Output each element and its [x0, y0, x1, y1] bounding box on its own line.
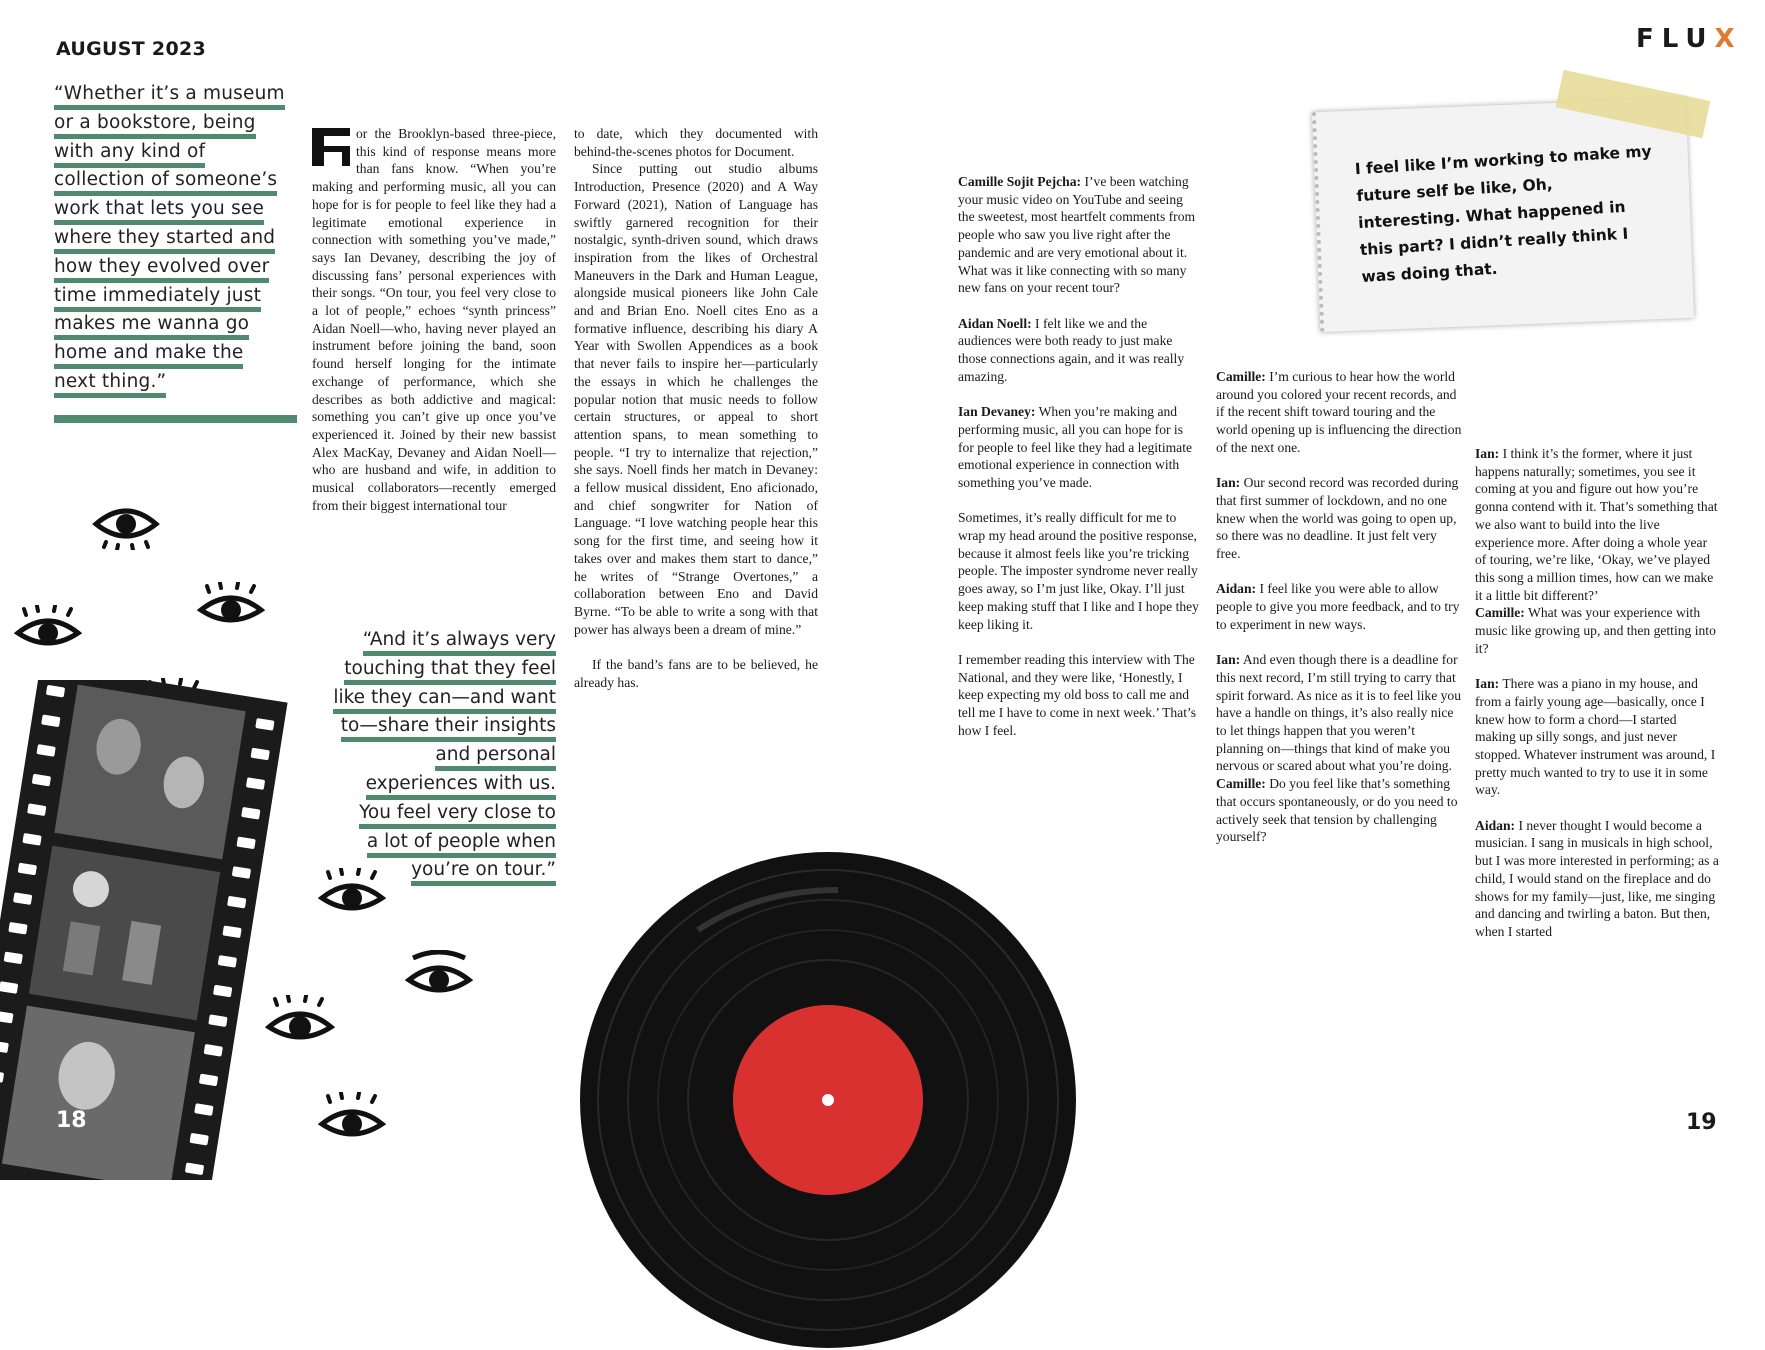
- interview-paragraph: Ian: And even though there is a deadline for this next record, I’m still trying to carry that spirit forward. As nice as it is to feel like you have a handle on things, it’s also really nice to let things happen that you weren’t planning on—things that kind of make you nervous or scared about what you’re doing.: [1216, 652, 1462, 774]
- quote-line: “Whether it’s a museum: [54, 80, 304, 109]
- magazine-logo: [1636, 24, 1743, 54]
- interview-paragraph: Camille: Do you feel like that’s something that occurs spontaneously, or do you need to actively seek that tension by challenging yourself?: [1216, 776, 1458, 845]
- eye-icon: [318, 1092, 386, 1146]
- interview-paragraph: Aidan Noell: I felt like we and the audiences were both ready to just make those connections again, and it was really amazing.: [958, 315, 1185, 384]
- interview-column-1: [958, 173, 1200, 757]
- logo-accent: X: [1714, 24, 1743, 54]
- interview-column-3: [1475, 445, 1719, 958]
- article-column-2: to date, which they documented with behind-the-scenes photos for Document. Since putting out studio albums Introduction, Presence (2020) and A Way Forward (2021), Nation of Language has swiftly garnered recognition for their nostalgic, synth-driven sound, which draws inspiration from the likes of Orchestral Maneuvers in the Dark and Human League, alongside musical pioneers like John Cale and and Brian Eno. Noell cites Eno as a formative influence, describing his diary A Year with Swollen Appendices as a book that never fails to inspire her—particularly the essays in which he challenges the popular notion that music needs to follow certain structures, or appeal to short attention spans, to mean something to people. “I try to internalize that rejection,” she says. Noell finds her match in Devaney: a fellow musical dissident, Eno aficionado, and chief songwriter for Nation of Language. “I love watching people hear this song for the first time, and seeing how it takes over and makes them start to dance,” he writes of “Strange Overtones,” a collaboration between Eno and David Byrne. “To be able to write a song with that power has always been a dream of mine.” If the band’s fans are to be believed, he already has.: [574, 126, 818, 690]
- page-number-right: 19: [1686, 1110, 1717, 1135]
- logo-main: FLU: [1636, 24, 1715, 54]
- quote-line: home and make the: [54, 339, 304, 368]
- interview-paragraph: Ian: Our second record was recorded during that first summer of lockdown, and no one knew when the world was going to open up, so there was no deadline. It just felt very free.: [1216, 475, 1459, 562]
- vinyl-record-image: [578, 850, 1078, 1350]
- eye-icon: [92, 500, 160, 550]
- divider-bar: [54, 415, 297, 423]
- sticky-note-text: I feel like I’m working to make my future self be like, Oh, interesting. What happened in this part? I didn’t really think I was doing that.: [1354, 142, 1653, 287]
- film-strip-photos: [0, 680, 290, 1180]
- quote-line: or a bookstore, being: [54, 109, 304, 138]
- interview-paragraph: Ian Devaney: When you’re making and performing music, all you can hope for is for people to feel like they had a legitimate emotional experience in connection with something you’ve made.: [958, 404, 1193, 490]
- interview-paragraph: Camille: I’m curious to hear how the world around you colored your recent records, and if the recent shift toward touring and the world opening up is influencing the direction of the next one.: [1216, 369, 1462, 455]
- quote-line: makes me wanna go: [54, 310, 304, 339]
- issue-date: AUGUST 2023: [56, 38, 207, 60]
- pull-quote-1: [54, 80, 304, 397]
- eye-icon: [197, 582, 265, 630]
- quote-line: with any kind of: [54, 138, 304, 167]
- pull-quote-2: “And it’s always very touching that they feel like they can—and want to—share their insights and personal experiences with us. You feel very close to a lot of people when you’re on tour.”: [312, 626, 556, 885]
- interview-paragraph: Sometimes, it’s really difficult for me to wrap my head around the positive response, because it almost feels like you’re tricking people. The imposter syndrome never really goes away, so I’m just like, Okay. I’ll just keep making stuff that I like and I hope they keep liking it.: [958, 510, 1199, 632]
- article-column-1: or the Brooklyn-based three-piece, this kind of response means more than fans know. “When you’re making and performing music, all you can hope for is for people to feel like they had a legitimate emotional experience in connection with something you’ve made,” says Ian Devaney, describing the joy of discussing fans’ personal experiences with their songs. “On tour, you feel very close to a lot of people,” echoes “synth princess” Aidan Noell—who, having never played an instrument before joining the band, soon found herself longing for the intimate exchange of performance, which she describes as both addictive and magical: something you can’t give up once you’ve experienced it. Joined by their new bassist Alex MacKay, Devaney and Aidan Noell—who are husband and wife, in addition to musical collaborators—recently emerged from their biggest international tour: [312, 126, 556, 513]
- interview-column-2: [1216, 368, 1462, 864]
- interview-paragraph: Camille Sojit Pejcha: I’ve been watching your music video on YouTube and seeing the sweetest, most heartfelt comments from people who saw you live right after the pandemic and are very emotional about it. What was it like connecting with so many new fans on your recent tour?: [958, 174, 1196, 296]
- eye-icon: [405, 950, 473, 1002]
- quote-line: time immediately just: [54, 282, 304, 311]
- interview-paragraph: I remember reading this interview with The National, and they were like, ‘Honestly, I keep expecting my old boss to call me and tell me I have to come in next week.’ That’s how I feel.: [958, 651, 1197, 738]
- interview-paragraph: Aidan: I feel like you were able to allow people to give you more feedback, and to try to experiment in new ways.: [1216, 581, 1460, 632]
- quote-line: collection of someone’s: [54, 166, 304, 195]
- drop-cap-f: [312, 128, 350, 166]
- interview-paragraph: Camille: What was your experience with music like growing up, and then getting into it?: [1475, 605, 1716, 656]
- interview-paragraph: Ian: There was a piano in my house, and from a fairly young age—basically, once I knew how to form a chord—I started making up silly songs, and just never stopped. Whatever instrument was around, I pretty much wanted to try to use it in some way.: [1475, 676, 1716, 798]
- quote-line: where they started and: [54, 224, 304, 253]
- sticky-note: [1308, 95, 1708, 335]
- page-number-left: 18: [56, 1108, 87, 1133]
- eye-icon: [318, 868, 386, 920]
- quote-line: next thing.”: [54, 368, 304, 397]
- quote-line: work that lets you see: [54, 195, 304, 224]
- interview-paragraph: Ian: I think it’s the former, where it just happens naturally; sometimes, you see it coming at you and figure out how you’re gonna contend with it. That’s something that we also want to build into the live experience more. After doing a whole year of touring, we’re like, ‘Okay, we’ve played this song a million times, how can we make it a little bit different?’: [1475, 446, 1718, 603]
- eye-icon: [14, 605, 82, 653]
- quote-line: how they evolved over: [54, 253, 304, 282]
- interview-paragraph: Aidan: I never thought I would become a musician. I sang in musicals in high school, but I was more interested in performing; as a child, I would stand on the fireplace and do shows for my family—just, like, me singing and dancing and twirling a baton. But then, when I started: [1475, 817, 1719, 939]
